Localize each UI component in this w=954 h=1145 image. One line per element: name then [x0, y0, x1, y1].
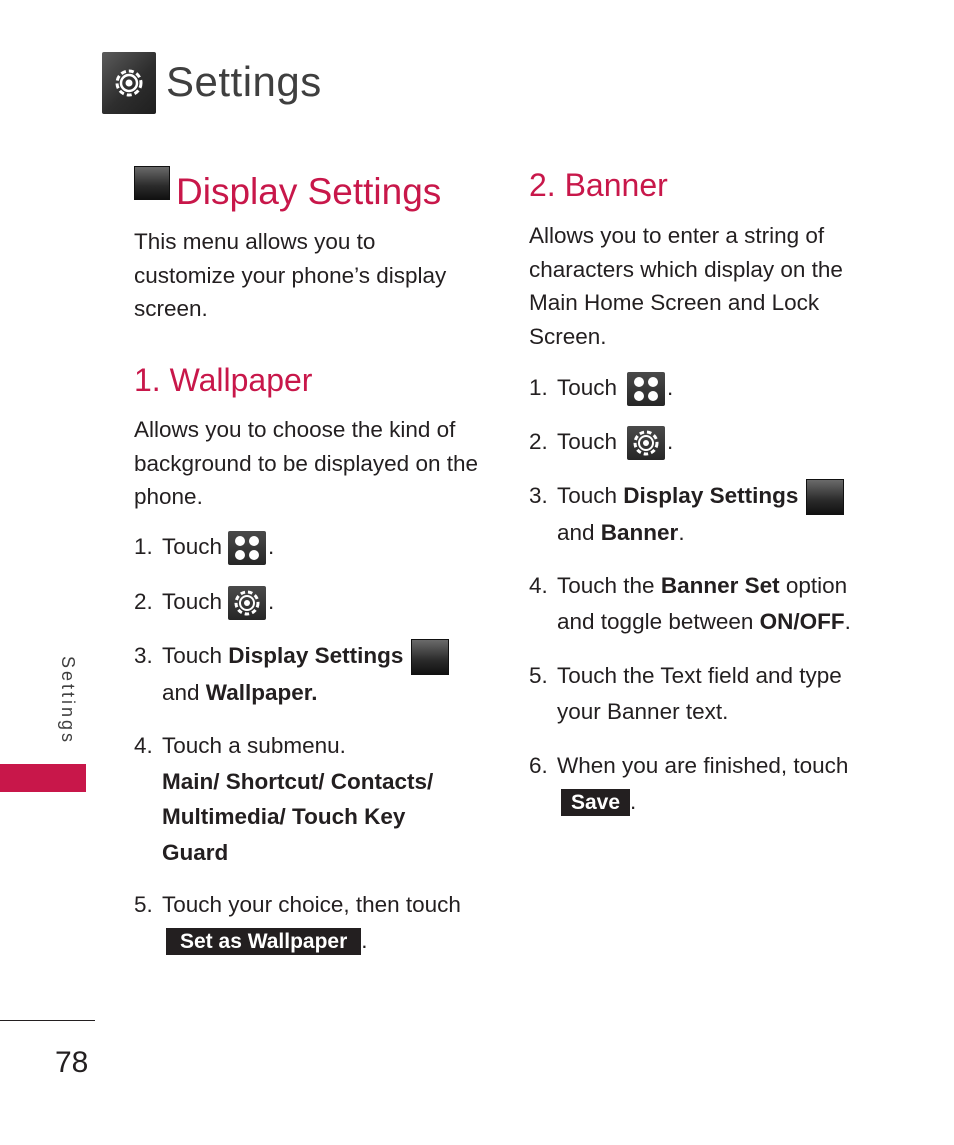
- banner-step-2: 2. Touch .: [529, 424, 673, 460]
- page-title: Settings: [166, 58, 322, 105]
- banner-step-1: 1. Touch .: [529, 370, 673, 406]
- banner-step-3: 3. Touch Display Settings and Banner.: [529, 478, 909, 551]
- display-settings-icon: [806, 479, 844, 515]
- apps-grid-icon: [627, 372, 665, 406]
- header-gear-icon: [102, 52, 156, 114]
- wallpaper-step-5: 5. Touch your choice, then touch Set as Wallpaper .: [134, 892, 461, 954]
- banner-description: Allows you to enter a string of characters which display on the Main Home Screen and Lock Screen.: [529, 223, 843, 349]
- set-as-wallpaper-button[interactable]: Set as Wallpaper: [166, 928, 361, 955]
- apps-grid-icon: [228, 531, 266, 565]
- banner-step-6: 6. When you are finished, touch Save .: [529, 753, 849, 815]
- wallpaper-step-3: 3. Touch Display Settings and Wallpaper.: [134, 638, 484, 711]
- wallpaper-step-1: 1. Touch .: [134, 529, 274, 565]
- gear-icon: [627, 426, 665, 460]
- gear-icon: [228, 586, 266, 620]
- section-title-display-settings: Display Settings: [134, 166, 441, 213]
- wallpaper-step-2: 2. Touch .: [134, 584, 274, 620]
- save-button[interactable]: Save: [561, 789, 630, 816]
- side-tab-marker: [0, 764, 86, 792]
- footer-divider: [0, 1020, 95, 1021]
- wallpaper-description: Allows you to choose the kind of background to be displayed on the phone.: [134, 417, 479, 509]
- wallpaper-submenu-options: Main/ Shortcut/ Contacts/ Multimedia/ Touch Key Guard: [162, 768, 434, 865]
- banner-step-4: 4. Touch the Banner Set option and toggle between ON/OFF.: [529, 573, 851, 634]
- wallpaper-heading: 1. Wallpaper: [134, 362, 313, 398]
- display-settings-icon: [411, 639, 449, 675]
- page-number: 78: [55, 1046, 89, 1079]
- gear-icon: [111, 65, 147, 101]
- banner-step-5: 5. Touch the Text field and type your Banner text.: [529, 663, 842, 724]
- wallpaper-step-4: 4. Touch a submenu. Main/ Shortcut/ Contacts/ Multimedia/ Touch Key Guard: [134, 728, 484, 870]
- section-intro: This menu allows you to customize your phone’s display screen.: [134, 229, 447, 321]
- banner-heading: 2. Banner: [529, 167, 668, 203]
- display-settings-icon: [134, 166, 170, 200]
- side-tab-label: Settings: [58, 656, 78, 746]
